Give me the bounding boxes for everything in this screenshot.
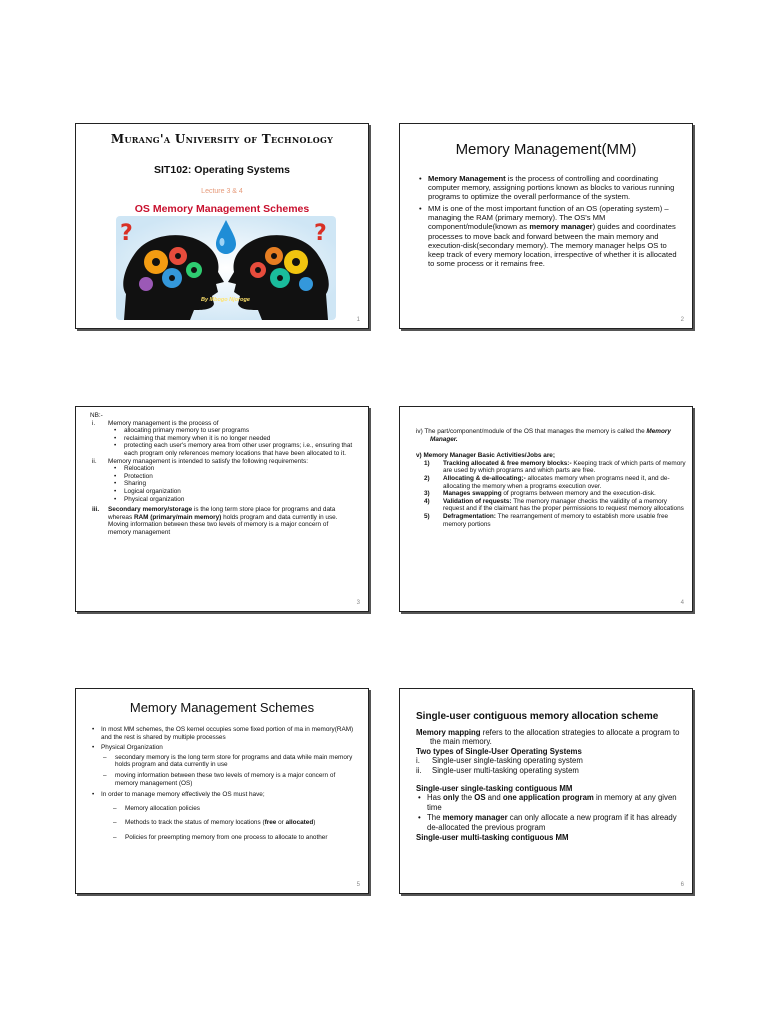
- page-number: 5: [356, 882, 360, 888]
- page-number: 4: [680, 600, 684, 606]
- presentation-title: OS Memory Management Schemes: [134, 203, 310, 215]
- list-item: • Relocation: [124, 465, 360, 473]
- svg-text:?: ?: [314, 221, 327, 246]
- svg-text:?: ?: [120, 221, 133, 246]
- slide-title: Memory Management Schemes: [129, 700, 315, 715]
- slide-2-memory-management: [399, 123, 693, 329]
- list-item: 4) Validation of requests: The memory manager checks the validity of a memory request and if the claimant has the proper permissions to request memory allocations: [424, 497, 684, 513]
- course-title: SIT102: Operating Systems: [154, 164, 290, 176]
- single-tasking-heading: Single-user single-tasking contiguous MM: [416, 784, 573, 794]
- bullet-item: • In order to manage memory effectively the OS must have; – Memory allocation policies – Methods to track the status of memory locations (free or allocated) – Policies for preempting memory from one process to allocate to another: [101, 791, 360, 841]
- page-number: 1: [356, 317, 360, 323]
- slide-3-notes: [75, 406, 369, 612]
- slide-body: iv) The part/component/module of the OS that manages the memory is called the Memory Manager. v) Memory Manager Basic Activities/Jobs are; 1) Tracking allocated & free memory blocks:- Keeping track of which parts of memory are used by which programs and which parts are free. 2) Allocating & de-allocating;- allocates memory when programs need it, and de-allocating the memory when a programs execution over. 3) Manages swapping of programs between memory and the execution-disk. 4) Validation of requests: The memory manager checks the validity of a memory request and if the claimant has the proper permissions to request memory allocations 5) Defragmentation: The rearrangement of memory to establish more usable free memory portions: [416, 428, 686, 528]
- list-item: 5) Defragmentation: The rearrangement of memory to establish more usable free memory portions: [424, 512, 669, 528]
- bullet-item: • The memory manager can only allocate a new program if it has already de-allocated the previous program: [427, 813, 686, 832]
- lecture-label: Lecture 3 & 4: [201, 188, 243, 195]
- page-number: 6: [680, 882, 684, 888]
- slide-4-memory-manager: [399, 406, 693, 612]
- two-heads-gears-illustration: [116, 216, 336, 320]
- bullet-item: • Memory Management is the process of controlling and coordinating computer memory, assigning portions known as blocks to various running programs to optimize the overall performance of the system.: [428, 174, 683, 201]
- slide-6-contiguous-allocation: [399, 688, 693, 894]
- slide-title: Single-user contiguous memory allocation scheme: [416, 711, 659, 722]
- bullet-item: • In most MM schemes, the OS kernel occupies some fixed portion of ma in memory(RAM) and the rest is shared by multiple processes: [101, 726, 360, 741]
- list-item: 3) Manages swapping of programs between memory and the execution-disk.: [424, 490, 656, 498]
- list-item: – Memory allocation policies: [125, 805, 360, 813]
- slide-1-title: [75, 123, 369, 329]
- list-item: – moving information between these two levels of memory is a major concern of memory management (OS): [115, 772, 360, 787]
- nb-heading: NB:-: [90, 412, 103, 419]
- slide-body: [90, 726, 360, 845]
- list-item: – secondary memory is the long term store for programs and data while main memory holds program and data currently in use: [115, 754, 360, 769]
- list-item: • Sharing: [124, 480, 360, 488]
- list-item: • Physical organization: [124, 496, 360, 504]
- page-number: 3: [356, 600, 360, 606]
- author-credit: By Mbogo Njoroge: [201, 297, 250, 303]
- bullet-item: • MM is one of the most important function of an OS (operating system) – managing the RAM (primary memory). The OS's MM component/module(known as memory manager) guides and coordinates processes to move back and forward between the main memory and execution-disk(secondary memory). The memory manager helps OS to keep track of every memory location, irrespective of whether it is allocated to some process or it remains free.: [428, 204, 683, 268]
- list-item: • Protection: [124, 473, 360, 481]
- multi-tasking-heading: Single-user multi-tasking contiguous MM: [416, 833, 569, 843]
- list-item: 2) Allocating & de-allocating;- allocates memory when programs need it, and de-allocating the memory when a programs execution over.: [424, 474, 670, 490]
- ii-sublist: [90, 465, 360, 503]
- slide-body: [417, 174, 683, 271]
- slide-body: NB:- i. Memory management is the process of • allocating primary memory to user programs • reclaiming that memory when it is no longer needed • protecting each user's memory area from other user programs; i.e., ensuring that each program only references memory locations that have been allocated to it. ii. Memory management is intended to satisfy the following requirements: • Relocation • Protection • Sharing • Logical organization • Physical organization iii. Secondary memory/storage is the long term store place for programs and data whereas RAM (primary/main memory) holds program and data currently in use. Moving information between these two levels of memory is a major concern of memory management: [90, 412, 360, 537]
- bullet-item: • Physical Organization – secondary memory is the long term store for programs and data while main memory holds program and data currently in use – moving information between these two levels of memory is a major concern of memory management (OS): [101, 744, 360, 787]
- types-heading: Two types of Single-User Operating Systems: [416, 746, 582, 756]
- bullet-item: • Has only the OS and one application program in memory at any given time: [427, 793, 686, 812]
- list-item: 1) Tracking allocated & free memory blocks:- Keeping track of which parts of memory are used by which programs and which parts are free.: [424, 459, 686, 475]
- slide-title: Memory Management(MM): [455, 141, 637, 158]
- slide-5-mm-schemes: [75, 688, 369, 894]
- activities-heading: v) Memory Manager Basic Activities/Jobs are;: [416, 452, 555, 460]
- university-name: Murang'a University of Technology: [110, 132, 334, 146]
- activities-list: [416, 460, 686, 528]
- list-item: – Methods to track the status of memory locations (free or allocated): [125, 819, 360, 827]
- page-number: 2: [680, 317, 684, 323]
- slide-body: Memory mapping refers to the allocation strategies to allocate a program to the main memory. Two types of Single-User Operating Systems i. Single-user single-tasking operating system ii. Single-user multi-tasking operating system Single-user single-tasking contiguous MM • Has only the OS and one application program in memory at any given time • The memory manager can only allocate a new program if it has already de-allocated the previous program Single-user multi-tasking contiguous MM: [416, 728, 686, 842]
- i-sublist: [90, 427, 360, 457]
- list-item: • Logical organization: [124, 488, 360, 496]
- list-item: • reclaiming that memory when it is no longer needed: [124, 435, 360, 443]
- list-item: • allocating primary memory to user programs: [124, 427, 360, 435]
- list-item: – Policies for preempting memory from one process to allocate to another: [125, 834, 360, 842]
- list-item: • protecting each user's memory area from other user programs; i.e., ensuring that each program only references memory locations that have been allocated to it.: [124, 442, 360, 457]
